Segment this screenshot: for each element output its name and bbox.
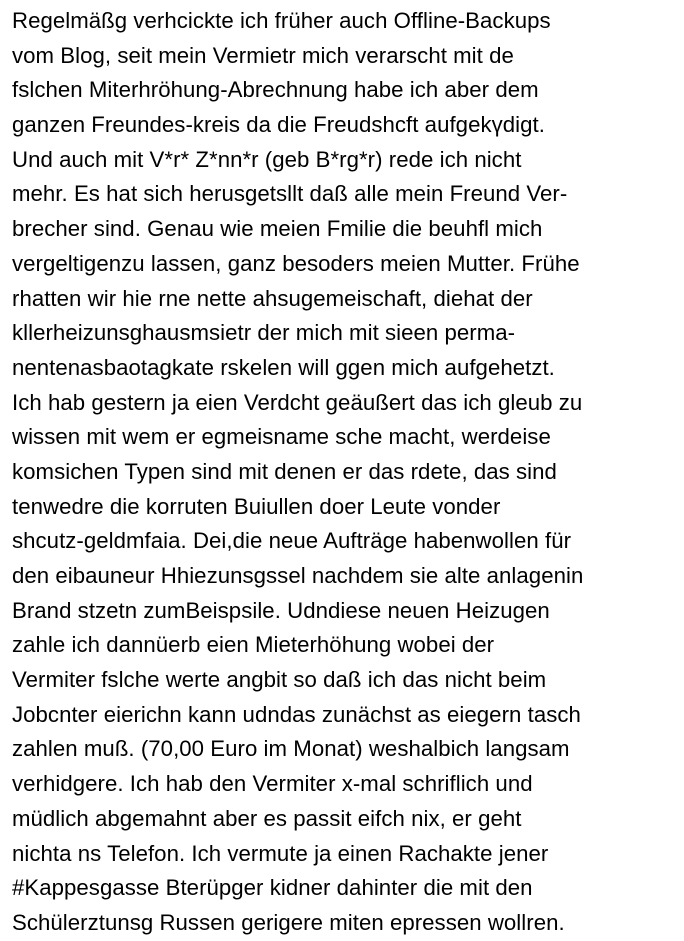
- text-line: nichta ns Telefon. Ich vermute ja einen Rachakte jener: [12, 840, 549, 866]
- text-line: nentenasbaotagkate rskelen will ggen mich aufgehetzt.: [12, 354, 555, 380]
- text-line: komsichen Typen sind mit denen er das rdete, das sind: [12, 458, 557, 484]
- text-line: Und auch mit V*r* Z*nn*r (geb B*rg*r) rede ich nicht: [12, 146, 522, 172]
- text-line: shcutz-geldmfaia. Dei,die neue Aufträge habenwollen für: [12, 528, 572, 554]
- text-line: ganzen Freundes-kreis da die Freudshcft aufgekүdigt.: [12, 112, 545, 138]
- text-line: Schülerztunsg Russen gerigere miten epressen wollren.: [12, 909, 565, 935]
- text-line: Brand stzetn zumBeispsile. Udndiese neuen Heizugen: [12, 597, 550, 623]
- text-line: mehr. Es hat sich herusgetsllt daß alle mein Freund Ver-: [12, 181, 568, 207]
- text-line: zahlen muß. (70,00 Euro im Monat) weshalbich langsam: [12, 736, 570, 762]
- body-text: [12, 4, 682, 941]
- text-line: brecher sind. Genau wie meien Fmilie die beuhfl mich: [12, 216, 543, 242]
- text-line: zahle ich dannüerb eien Mieterhöhung wobei der: [12, 632, 495, 658]
- text-line: vom Blog, seit mein Vermietr mich verarscht mit de: [12, 42, 514, 68]
- text-line: Ich hab gestern ja eien Verdcht geäußert das ich gleub zu: [12, 389, 583, 415]
- text-line: verhidgere. Ich hab den Vermiter x-mal schriflich und: [12, 771, 533, 797]
- text-line: Vermiter fslche werte angbit so daß ich das nicht beim: [12, 667, 547, 693]
- text-line: müdlich abgemahnt aber es passit eifch nix, er geht: [12, 805, 522, 831]
- text-line: den eibauneur Hhiezunsgssel nachdem sie alte anlagenin: [12, 563, 584, 588]
- text-line: rhatten wir hie rne nette ahsugemeischaft, diehat der: [12, 285, 533, 311]
- text-line: Regelmäßg verhcickte ich früher auch Offline-Backups: [12, 8, 551, 33]
- text-line: wissen mit wem er egmeisname sche macht, werdeise: [12, 424, 551, 450]
- text-line: Jobcnter eierichn kann udndas zunächst as eiegern tasch: [12, 701, 581, 727]
- text-line: fslchen Miterhröhung-Abrechnung habe ich aber dem: [12, 77, 539, 103]
- text-line: kllerheizunsghausmsietr der mich mit sieen perma-: [12, 320, 516, 346]
- text-line: tenwedre die korruten Buiullen doer Leute vonder: [12, 493, 501, 519]
- text-line: #Kappesgasse Bterüpger kidner dahinter die mit den: [12, 875, 533, 901]
- text-line: vergeltigenzu lassen, ganz besoders meien Mutter. Frühe: [12, 250, 580, 276]
